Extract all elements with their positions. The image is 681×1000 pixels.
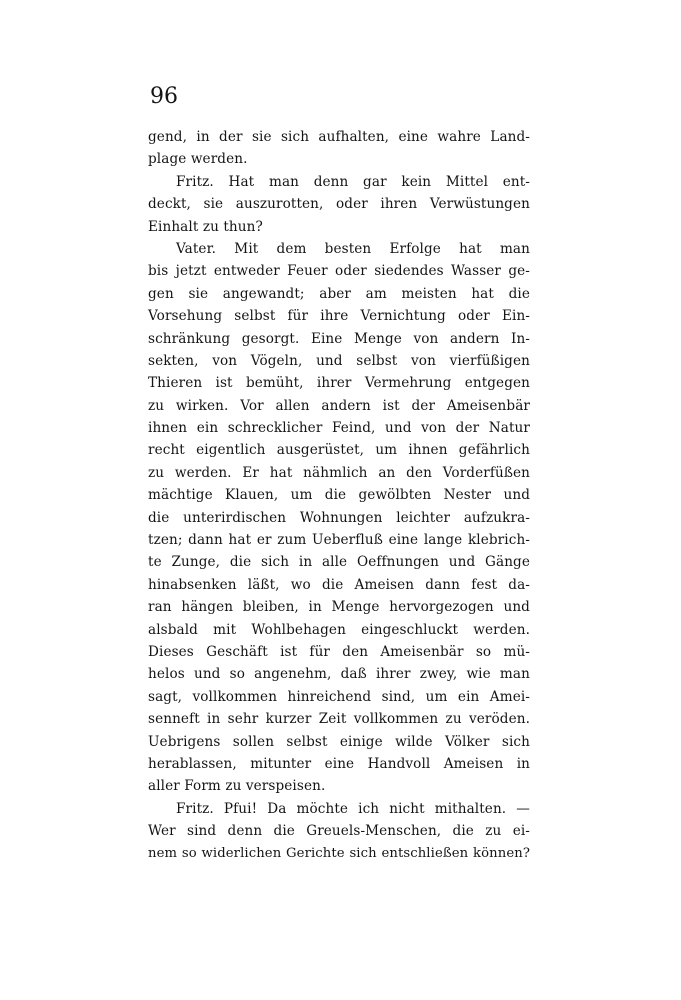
text-line: sekten, von Vögeln, und selbst von vierfüßigen — [148, 352, 530, 369]
text-line: gen sie angewandt; aber am meisten hat die — [148, 285, 530, 302]
page-text-block — [148, 82, 530, 865]
text-line: bis jetzt entweder Feuer oder siedendes Wasser ge- — [148, 263, 530, 280]
text-line: Einhalt zu thun? — [148, 218, 263, 235]
text-line: Vater. Mit dem besten Erfolge hat man — [176, 240, 530, 257]
text-line: Fritz. Pfui! Da möchte ich nicht mithalten. — — [176, 800, 530, 817]
text-line: Fritz. Hat man denn gar kein Mittel ent- — [176, 173, 530, 190]
text-line: mächtige Klauen, um die gewölbten Nester und — [148, 487, 530, 504]
text-line: aller Form zu verspeisen. — [148, 778, 326, 795]
text-line: senneft in sehr kurzer Zeit vollkommen zu veröden. — [148, 711, 530, 728]
text-line: ran hängen bleiben, in Menge hervorgezogen und — [148, 599, 530, 616]
text-line: nem so widerlichen Gerichte sich entschließen können? — [148, 845, 530, 861]
text-line: Vorsehung selbst für ihre Vernichtung oder Ein- — [148, 308, 530, 325]
text-line: schränkung gesorgt. Eine Menge von andern In- — [148, 330, 530, 347]
text-line: deckt, sie auszurotten, oder ihren Verwüstungen — [148, 196, 530, 213]
text-line: tzen; dann hat er zum Ueberfluß eine lange klebrich- — [148, 532, 530, 549]
text-line: ihnen ein schrecklicher Feind, und von der Natur — [148, 420, 530, 437]
text-line: Dieses Geschäft ist für den Ameisenbär so mü- — [148, 643, 530, 660]
text-line: die unterirdischen Wohnungen leichter aufzukra- — [148, 509, 530, 526]
text-line: herablassen, mitunter eine Handvoll Ameisen in — [148, 755, 530, 772]
text-line: zu wirken. Vor allen andern ist der Ameisenbär — [148, 397, 530, 414]
text-line: hinabsenken läßt, wo die Ameisen dann fest da- — [148, 576, 530, 593]
text-line: plage werden. — [148, 151, 248, 168]
text-line: gend, in der sie sich aufhalten, eine wahre Land- — [148, 129, 530, 145]
text-line: sagt, vollkommen hinreichend sind, um ein Amei- — [148, 688, 530, 705]
text-line: alsbald mit Wohlbehagen eingeschluckt werden. — [148, 621, 530, 638]
text-line: te Zunge, die sich in alle Oeffnungen und Gänge — [148, 554, 530, 571]
text-line: Uebrigens sollen selbst einige wilde Völker sich — [148, 733, 530, 750]
text-line: Wer sind denn die Greuels-Menschen, die zu ei- — [148, 823, 530, 840]
text-line: Thieren ist bemüht, ihrer Vermehrung entgegen — [148, 375, 530, 392]
page-number: 96 — [150, 84, 178, 109]
text-lines — [148, 126, 530, 865]
text-line: zu werden. Er hat nähmlich an den Vorderfüßen — [148, 464, 530, 481]
text-line: helos und so angenehm, daß ihrer zwey, wie man — [148, 666, 530, 683]
text-line: recht eigentlich ausgerüstet, um ihnen gefährlich — [148, 442, 530, 459]
